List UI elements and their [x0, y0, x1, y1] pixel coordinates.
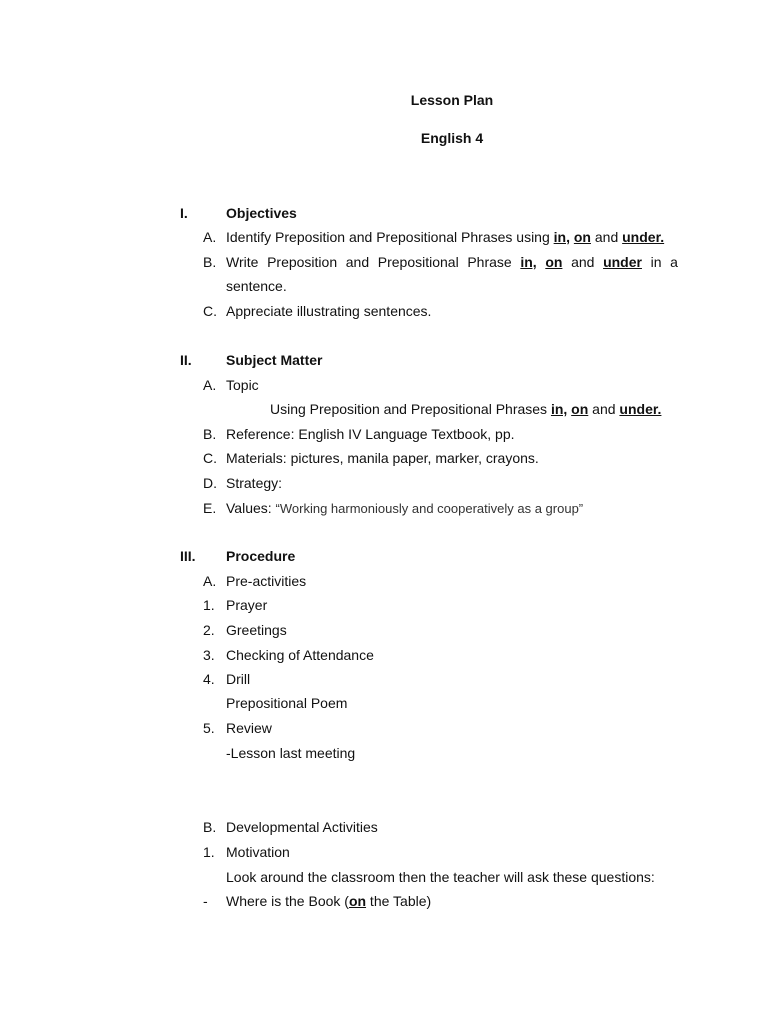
objective-a-text [226, 227, 664, 247]
subject-b-text: Reference: English IV Language Textbook, pp. [226, 426, 515, 442]
objective-c-text: Appreciate illustrating sentences. [226, 303, 432, 319]
question-dash: - [203, 893, 208, 909]
keyword-under: under. [619, 401, 662, 417]
motivation-subtext: Look around the classroom then the teacher will ask these questions: [226, 869, 655, 885]
subject-c-letter: C. [203, 450, 217, 466]
procedure-a-letter: A. [203, 573, 217, 589]
word: Phrase [467, 254, 512, 270]
keyword-in: in, [550, 401, 568, 417]
keyword-on: on [571, 401, 589, 417]
subject-e-text [226, 498, 583, 518]
keyword-under: under. [622, 229, 665, 245]
section-number-objectives: I. [180, 205, 188, 221]
list-item-text: Drill [226, 671, 251, 687]
word: and [345, 254, 370, 270]
word: a [670, 254, 678, 270]
objective-c-letter: C. [203, 303, 217, 319]
objective-a-prefix: Identify Preposition and Prepositional Phrases using [226, 229, 554, 245]
objective-b-text [226, 252, 678, 272]
subject-b-letter: B. [203, 426, 217, 442]
list-item-text: Motivation [226, 844, 290, 860]
review-subtext: -Lesson last meeting [226, 745, 356, 761]
list-item-number: 3. [203, 647, 215, 663]
word: Prepositional [377, 254, 459, 270]
keyword-on: on [348, 893, 367, 909]
subject-a-text: Topic [226, 377, 259, 393]
question-suffix: the Table) [366, 893, 432, 909]
objective-a-letter: A. [203, 229, 217, 245]
topic-text [270, 399, 661, 419]
word: in [650, 254, 662, 270]
values-label: Values: [226, 500, 276, 516]
word: Preposition [267, 254, 338, 270]
list-item-number: 5. [203, 720, 215, 736]
list-item-number: 4. [203, 671, 215, 687]
list-item-number: 1. [203, 844, 215, 860]
keyword-on: on [545, 254, 563, 270]
question-text [226, 891, 431, 911]
keyword-under: under [603, 254, 642, 270]
question-prefix: Where is the Book ( [226, 893, 349, 909]
list-item-text: Greetings [226, 622, 287, 638]
procedure-b-text: Developmental Activities [226, 819, 378, 835]
subject-c-text: Materials: pictures, manila paper, marker, crayons. [226, 450, 539, 466]
subject-a-letter: A. [203, 377, 217, 393]
drill-subtext: Prepositional Poem [226, 695, 348, 711]
keyword-in: in, [520, 254, 537, 270]
document-subtitle: English 4 [420, 130, 484, 146]
topic-prefix: Using Preposition and Prepositional Phrases [270, 401, 551, 417]
list-item-number: 1. [203, 597, 215, 613]
subject-d-letter: D. [203, 475, 217, 491]
section-number-procedure: III. [180, 548, 196, 564]
procedure-b-letter: B. [203, 819, 217, 835]
list-item-text: Review [226, 720, 272, 736]
subject-e-letter: E. [203, 500, 217, 516]
list-item-number: 2. [203, 622, 215, 638]
word: and [571, 254, 595, 270]
values-quote: “Working harmoniously and cooperatively as a group” [275, 501, 584, 516]
list-item-text: Prayer [226, 597, 268, 613]
objective-b-continuation: sentence. [226, 278, 287, 294]
conjunction-and: and [592, 401, 616, 417]
procedure-a-text: Pre-activities [226, 573, 307, 589]
document-title: Lesson Plan [410, 92, 494, 108]
keyword-on: on [573, 229, 591, 245]
conjunction-and: and [594, 229, 619, 245]
list-item-text: Checking of Attendance [226, 647, 374, 663]
section-title-objectives: Objectives [226, 205, 297, 221]
section-number-subject-matter: II. [180, 352, 192, 368]
section-title-subject-matter: Subject Matter [226, 352, 323, 368]
objective-b-letter: B. [203, 254, 217, 270]
word: Write [226, 254, 259, 270]
keyword-in: in, [553, 229, 570, 245]
subject-d-text: Strategy: [226, 475, 283, 491]
section-title-procedure: Procedure [226, 548, 296, 564]
